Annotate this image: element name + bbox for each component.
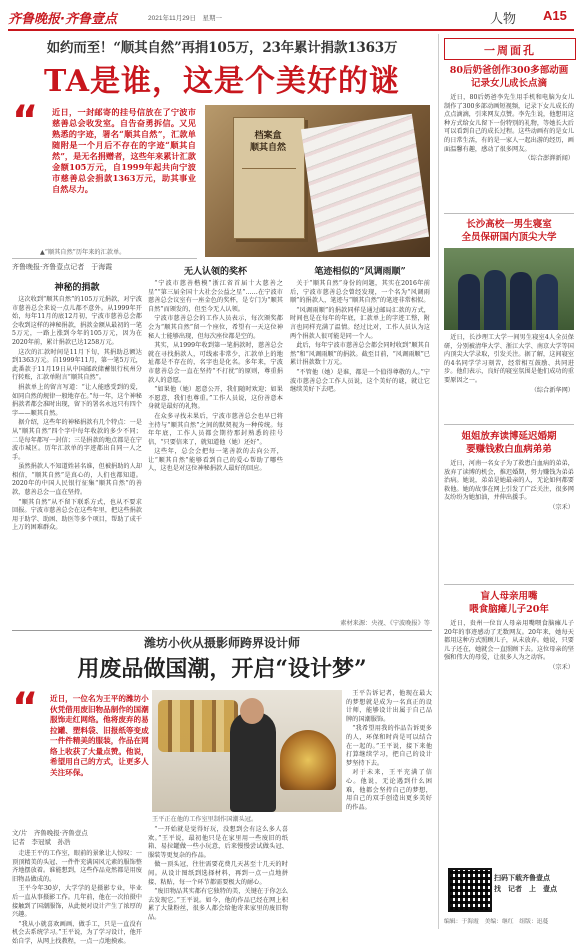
- sidebar-story-2-title: 长沙高校一男生寝室 全员保研国内顶尖大学: [461, 219, 557, 243]
- designer-figure: [230, 712, 276, 812]
- paragraph: “我希望用我的作品告诉更多的人，环保和时尚是可以结合在一起的。”王平说，接下来他打算继续学习，把自己的设计梦坚持下去。: [346, 725, 432, 767]
- editor-credits: 编辑：于海霞 美编：继红 组版：迅蔓: [444, 919, 549, 925]
- second-column-c: [346, 690, 432, 930]
- paragraph: 这次收到“顺其自然”的105万元捐款，对宁波市慈善总会来说一点儿都不意外。从1999年开始，每年11月的底12月初，宁波市慈善总会都会收到这样的神秘捐款，捐款金额从最初的一笔5万元，一路上涨到今年的105万元，因为在2020年前，累计捐款已达1258万元。: [12, 296, 142, 346]
- subhead-similar-handwriting: 笔迹相似的“风调雨顺”: [314, 267, 406, 277]
- paragraph: 走进王平的工作室，眼前的景象让人惊叹：一顶顶精美的头冠、一件件充满国风元素的服饰整齐地摆放着。谁能想到，这些作品竟然都是用废旧物品做成的。: [12, 850, 142, 883]
- paragraph: “一开始就是觉得好玩，没想到会有这么多人喜欢。”王平说，最初他只是在家里用一些废旧的纸箱、易拉罐做一些小玩意，后来慢慢尝试做头冠、服装等更复杂的作品。: [148, 826, 288, 859]
- paragraph: 王平今年30岁，大学学的是摄影专业，毕业后一直从事摄影工作。几年前，他在一次拍摄中接触到了国潮服饰，从此便对设计产生了浓厚的兴趣。: [12, 885, 142, 919]
- qr-caption: 扫码下载齐鲁壹点 找 记者 上 壹点: [494, 873, 557, 893]
- paragraph: 王平告诉记者，他现在最大的梦想就是成为一名真正的设计师，能够设计出属于自己品牌的国潮服饰。: [346, 690, 432, 723]
- masthead-date: 2021年11月29日 星期一: [148, 15, 222, 22]
- paragraph: 这次的汇款时间是11月下旬，其捐助总额达到1363万元。自1999年11月，第一笔5万元，此番款于11月19日从中国邮政储蓄银行杭州分行转账，汇款单附言“顺其自然”。: [12, 348, 142, 382]
- sidebar-header-label: 一周面孔: [484, 44, 536, 57]
- main-column-a: [12, 296, 142, 626]
- paragraph: 关于“顺其自然”身份的问题，其实在2016年前后，宁波市慈善总会曾经发现，一个名为“风调雨顺”的捐款人，笔迹与“顺其自然”的笔迹非常相似。: [290, 280, 430, 305]
- paragraph: 做一顶头冠，往往需要花费几天甚至十几天的时间。从设计图纸到选择材料，再到一点一点地拼接、粘贴，每一个环节都需要极大的耐心。: [148, 861, 288, 886]
- paragraph: 近日，长沙理工大学一间男生寝室4人全员保研，分别被清华大学、浙江大学、南京大学等国内顶尖大学录取，引发关注。据了解，这间寝室的4名同学学习刻苦，经常相互鼓励、共同进步。他们表示，良好的寝室氛围是他们成功的重要原因之一。: [444, 334, 574, 384]
- subhead-mysterious-donation: 神秘的捐款: [54, 283, 100, 293]
- paragraph: 近日，80后奶爸李先生用手机和电脑为女儿制作了300多部动画短视频，记录下女儿成长的点点滴滴，引来网友点赞。李先生说，他想用这种方式给女儿留下一份特别的礼物，等她长大后可以看到自己的成长过程。这些动画有的是女儿的日常生活，有的是一家人一起出游的经历，画面温馨有趣，感动了很多网友。: [444, 94, 574, 153]
- paragraph: “我从小就喜欢画画、做手工，只是一直没有机会去系统学习。”王平说，为了学习设计，他开始自学，从网上找教程，一点一点地摸索。: [12, 920, 142, 945]
- paragraph: “废旧物品其实都有它独特的美，关键在于你怎么去发现它。”王平说。如今，他的作品已经在网上积累了大量粉丝，很多人都会给他寄来家里的废旧物品。: [148, 888, 288, 921]
- sidebar-header: [444, 38, 576, 60]
- paragraph: 宁波市慈善总会的工作人员表示，每次颁奖都会为“顺其自然”留一个座位，希望有一天这位神秘人士能够出现，但每次座位都是空的。: [148, 315, 283, 340]
- dorm-students-photo: [444, 248, 574, 330]
- paragraph-source: （综合澎湃新闻）: [524, 155, 574, 163]
- main-title: TA是谁，这是个美好的谜: [44, 64, 400, 99]
- paragraph: “不管他（她）是谁，都是一个值得尊敬的人。”宁波市慈善总会工作人员说，这个美好的谜，就让它继续美好下去吧。: [290, 368, 430, 394]
- designer-photo-caption: 王平正在他的工作室里制作国潮头冠。: [152, 816, 258, 823]
- main-kicker: 如约而至！“顺其自然”再捐105万，23年累计捐款1363万: [46, 40, 398, 56]
- second-title: 用废品做国潮，开启“设计梦”: [77, 656, 367, 682]
- paragraph: “宁波市慈善楷模”浙江省首届十大慈善之星”“第三届全国十大社会公益之星”……在宁波市慈善总会议室有一座金色的奖杯，是专门为“顺其自然”而颁发的，但至今无人认领。: [148, 280, 283, 313]
- main-column-b: [148, 280, 283, 626]
- second-column-a: [12, 850, 142, 945]
- sidebar-story-1-title: 80后奶爸创作300多部动画 记录女儿成长点滴: [449, 65, 569, 89]
- main-source: 素材来源：央视、《宁波晚报》等: [340, 620, 430, 627]
- second-byline: 文/片 齐鲁晚报·齐鲁壹点 记者 李冠斌 孙浩: [12, 829, 88, 846]
- paragraph-source: （综合新华网）: [530, 386, 574, 394]
- archive-photo-caption: ▲“顺其自然”历年来的汇款单。: [40, 249, 126, 256]
- main-lead: 近日，一封邮寄的挂号信放在了宁波市慈善总会收发室。自告奋勇拆信。又见熟悉的字迹，署名“顺其自然”，汇款单随附是一个月后不存在的字迹“顺其自然”，是无名捐赠者，这些年来累计汇款金额105万元，自1999年起共向宁波市慈善总会捐款1363万元，助其事业自然尽力。: [52, 107, 196, 194]
- main-byline: 齐鲁晚报·齐鲁壹点记者 于海霞: [12, 263, 113, 271]
- headdress-piece: [280, 730, 336, 790]
- caption-text: “顺其自然”历年来的汇款单。: [44, 249, 126, 256]
- sidebar-rule: [444, 424, 574, 425]
- shelf-crowns: [158, 700, 238, 752]
- paragraph-source: （宗禾）: [549, 503, 574, 511]
- paragraph: 对于未来，王平充满了信心。他说，无论遇到什么困难，他都会坚持自己的梦想，用自己的双手创造出更多美好的作品。: [346, 769, 432, 811]
- second-kicker: 潍坊小伙从摄影师跨界设计师: [143, 636, 300, 650]
- paragraph: 近日，河南一名女子为了救患白血病的弟弟，放弃了读博的机会，推迟婚期，努力赚钱为弟弟治病。她说，弟弟是她最亲的人，无论如何都要救他。她的故事在网上引发了广泛关注，很多网友纷纷为她加油，并伸出援手。: [444, 460, 574, 502]
- remittance-slips: [301, 114, 429, 252]
- story-divider: [12, 630, 432, 631]
- archive-box: 档案盒 顺其自然: [233, 117, 305, 239]
- paragraph: “顺其自然”从不留下联系方式，也从不要求回报。宁波市慈善总会在这些年里，把这些捐款用于助学、助困、助医等多个项目，帮助了成千上万的困难群众。: [12, 498, 142, 532]
- sidebar-story-1-text: [444, 94, 574, 204]
- masthead-logo: 齐鲁晚报·齐鲁壹点: [8, 12, 117, 27]
- designer-photo: [152, 690, 342, 812]
- paragraph: “如果他（她）愿意公开，我们随时欢迎；如果不愿意，我们也尊重。”工作人员说，这份善意本身就是最好的礼物。: [148, 386, 283, 411]
- paragraph: 在众多寻找未果后，宁波市慈善总会也早已将主持与“顺其自然”之间的默契视为一种传统。每年年底，工作人员都会期待那封熟悉的挂号信，“只要信来了，就知道他（她）还好”。: [148, 412, 283, 446]
- paragraph: 此后，每年宁波市慈善总会都会同时收到“顺其自然”和“风调雨顺”的捐款。截至目前，“风调雨顺”已累计捐款数十万元。: [290, 342, 430, 367]
- paragraph: 这些年，总会会把每一笔善款的去向公开，让“顺其自然”能够看到自己的爱心帮助了哪些人，这也是对这位神秘捐款人最好的回应。: [148, 448, 283, 473]
- designer-head: [240, 698, 264, 724]
- paragraph: 捐款单上的留言写道：“让人能感受到的爱，如同自然的规律一般地存在。”每一年，这个神秘捐款者都会准时出现，留下的署名永远只有四个字——顺其自然。: [12, 383, 142, 417]
- section-name: 人物: [490, 12, 517, 27]
- masthead-rule: [8, 29, 574, 31]
- sidebar-rule: [444, 213, 574, 214]
- sidebar-story-4-text: [444, 620, 574, 860]
- sidebar-story-2-text: [444, 334, 574, 418]
- page-number: A15: [543, 8, 567, 23]
- sidebar-story-3-text: [444, 460, 574, 578]
- qr-code[interactable]: [448, 868, 492, 912]
- paragraph: 虽然捐款人不知道姓甚名谁，但被捐助的人却相信，“顺其自然”是真心的，人们也都知道。2020年的中国人民银行征集“顺其自然”的善款，慈善总会一直在坚持。: [12, 463, 142, 497]
- paragraph: “风调雨顺”的捐款同样是通过邮局汇款的方式，时间也是在每年的年底，汇款单上的字迹工整，附言也同样充满了温情。经过比对，工作人员认为这两个捐款人很可能是同一个人。: [290, 306, 430, 340]
- second-lead: 近日，一位名为王平的潍坊小伙凭借用废旧物品制作的国潮服饰走红网络。他将废弃的易拉罐、塑料袋、旧报纸等变成一件件精美的服装，作品在网络上收获了大量点赞。他说，希望用自己的方式，让更多人关注环保。: [50, 694, 149, 777]
- second-column-b: [148, 826, 288, 930]
- sidebar-divider: [438, 34, 439, 929]
- archive-photo: [205, 105, 430, 257]
- sidebar-story-3-title: 姐姐放弃读博延迟婚期 要赚钱救白血病弟弟: [461, 431, 557, 455]
- paragraph-source: （宗禾）: [549, 663, 574, 671]
- paragraph: 其实，从1999年收到第一笔捐款时，慈善总会就在寻找捐款人，可线索非常少，汇款单上的地址都是不存在的，名字也是化名。多年来，宁波市慈善总会一直在坚持“不打扰”的原则，尊重捐款人的意愿。: [148, 342, 283, 384]
- subhead-unclaimed-trophy: 无人认领的奖杯: [183, 267, 247, 277]
- main-column-c: [290, 280, 430, 616]
- paragraph: 近日，贵州一位盲人母亲用嘴喂食脑瘫儿子20年的事迹感动了无数网友。20年来，她每天都用这种方式照顾儿子，从未放弃。她说，只要儿子还在，她就会一直照顾下去。这位母亲的坚强和伟大的母爱，让很多人为之动容。: [444, 620, 574, 662]
- byline-rule: [12, 258, 197, 259]
- masthead: [8, 6, 574, 28]
- sidebar-rule: [444, 584, 574, 585]
- second-quote-icon: “: [12, 685, 39, 731]
- sidebar-story-4-title: 盲人母亲用嘴 喂食脑瘫儿子20年: [469, 591, 549, 615]
- lead-quote-icon: “: [12, 98, 39, 144]
- paragraph: 据介绍，这些年的神秘捐款有几个特点：一是从“顺其自然”四个字中每年收款的多少不同；二是每年都写一封信；三是捐款的地点都是在宁波市城区。历年汇款单的字迹都出自同一人之手。: [12, 419, 142, 461]
